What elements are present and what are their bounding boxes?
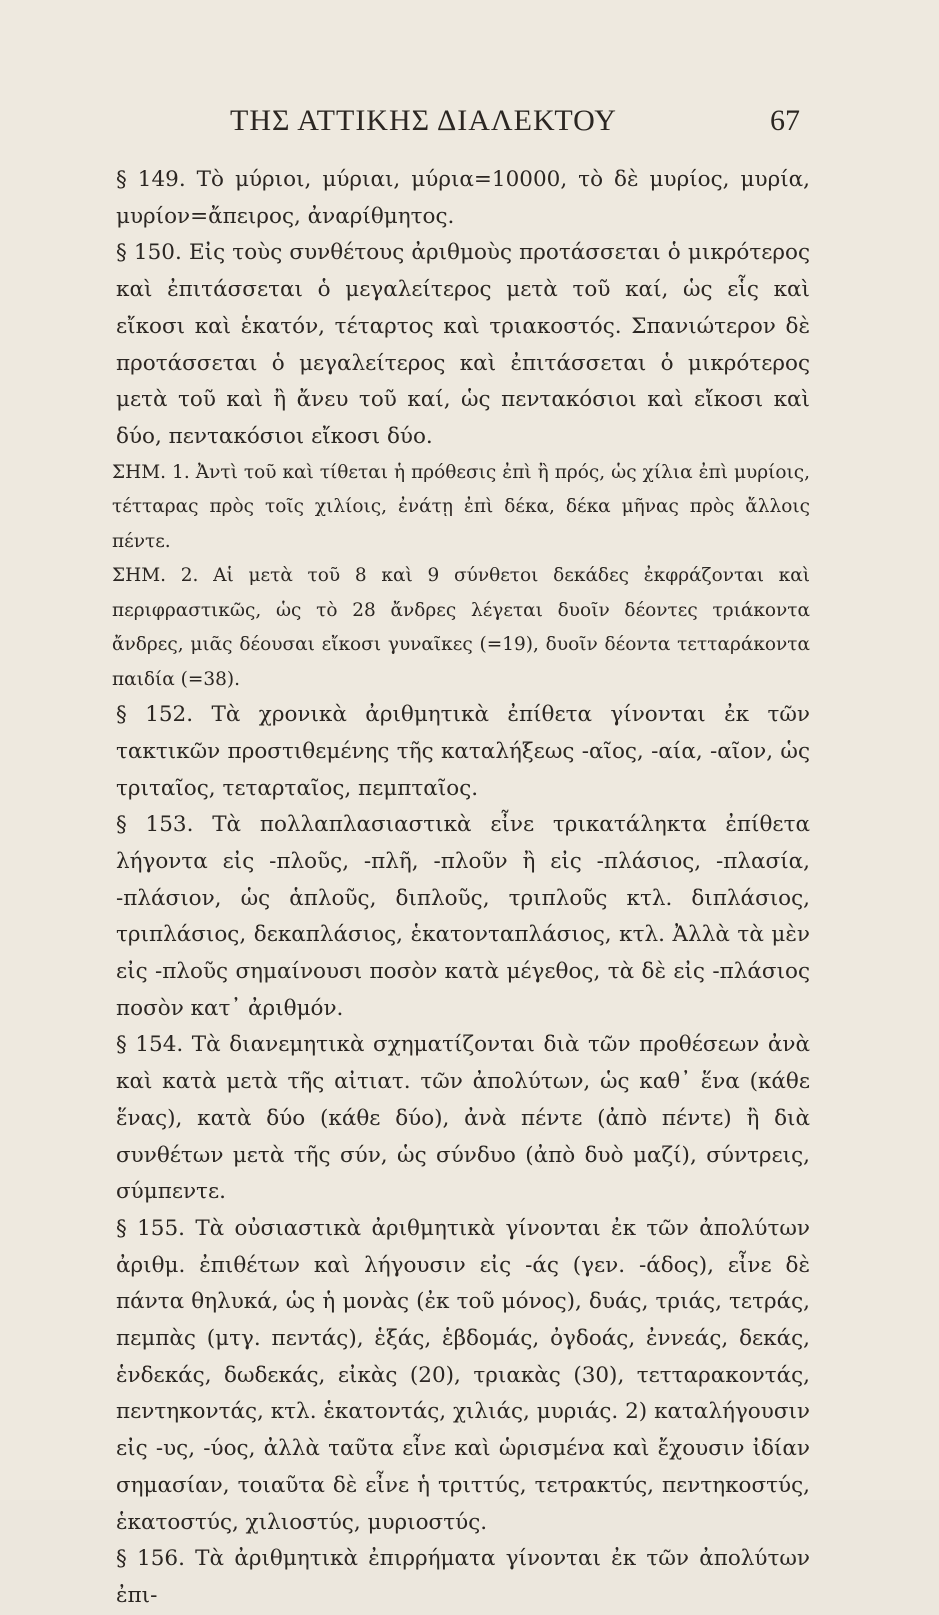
page-body — [112, 162, 810, 1615]
section-153: § 153. Τὰ πολλαπλασιαστικὰ εἶνε τρικατάληκτα ἐπίθετα λήγοντα εἰς -πλοῦς, -πλῆ, -πλοῦν ἢ εἰς -πλάσιος, -πλασία, -πλάσιον, ὡς ἁπλοῦς, διπλοῦς, τριπλοῦς κτλ. διπλάσιος, τριπλάσιος, δεκαπλάσιος, ἑκατονταπλάσιος, κτλ. Ἀλλὰ τὰ μὲν εἰς -πλοῦς σημαίνουσι ποσὸν κατὰ μέγεθος, τὰ δὲ εἰς -πλάσιος ποσὸν κατ᾽ ἀριθμόν. — [116, 812, 810, 1021]
running-title: ΤΗΣ ΑΤΤΙΚΗΣ ΔΙΑΛΕΚΤΟΥ — [230, 104, 617, 137]
section-155: § 155. Τὰ οὐσιαστικὰ ἀριθμητικὰ γίνονται ἐκ τῶν ἀπολύτων ἀριθμ. ἐπιθέτων καὶ λήγουσιν εἰς -άς (γεν. -άδος), εἶνε δὲ πάντα θηλυκά, ὡς ἡ μονὰς (ἐκ τοῦ μόνος), δυάς, τριάς, τετράς, πεμπὰς (μτγ. πεντάς), ἑξάς, ἑβδομάς, ὀγδοάς, ἐννεάς, δεκάς, ἑνδεκάς, δωδεκάς, εἰκὰς (20), τριακὰς (30), τετταρακοντάς, πεντηκοντάς, κτλ. ἑκατοντάς, χιλιάς, μυριάς. 2) καταλήγουσιν εἰς -υς, -ύος, ἀλλὰ ταῦτα εἶνε καὶ ὡρισμένα καὶ ἔχουσιν ἰδίαν σημασίαν, τοιαῦτα δὲ εἶνε ἡ τριττύς, τετρακτύς, πεντηκοστύς, ἑκατοστύς, χιλιοστύς, μυριοστύς. — [116, 1215, 810, 1535]
note-1: ΣΗΜ. 1. Ἀντὶ τοῦ καὶ τίθεται ἡ πρόθεσις ἐπὶ ἢ πρός, ὡς χίλια ἐπὶ μυρίοις, τέτταρας πρὸς τοῖς χιλίοις, ἐνάτῃ ἐπὶ δέκα, δέκα μῆνας πρὸς ἄλλοις πέντε. — [112, 461, 810, 552]
section-154: § 154. Τὰ διανεμητικὰ σχηματίζονται διὰ τῶν προθέσεων ἀνὰ καὶ κατὰ μετὰ τῆς αἰτιατ. τῶν ἀπολύτων, ὡς καθ᾽ ἕνα (κάθε ἕνας), κατὰ δύο (κάθε δύο), ἀνὰ πέντε (ἀπὸ πέντε) ἢ διὰ συνθέτων μετὰ τῆς σύν, ὡς σύνδυο (ἀπὸ δυὸ μαζί), σύντρεις, σύμπεντε. — [116, 1032, 810, 1205]
section-149: § 149. Τὸ μύριοι, μύριαι, μύρια=10000, τὸ δὲ μυρίος, μυρία, μυρίον=ἄπειρος, ἀναρίθμητος. — [116, 167, 810, 229]
section-156: § 156. Τὰ ἀριθμητικὰ ἐπιρρήματα γίνονται ἐκ τῶν ἀπολύτων ἐπι- — [116, 1546, 810, 1608]
section-152: § 152. Τὰ χρονικὰ ἀριθμητικὰ ἐπίθετα γίνονται ἐκ τῶν τακτικῶν προστιθεμένης τῆς καταλήξεως -αῖος, -αία, -αῖον, ὡς τριταῖος, τεταρταῖος, πεμπταῖος. — [116, 702, 810, 801]
note-2: ΣΗΜ. 2. Αἱ μετὰ τοῦ 8 καὶ 9 σύνθετοι δεκάδες ἐκφράζονται καὶ περιφραστικῶς, ὡς τὸ 28 ἄνδρες λέγεται δυοῖν δέοντες τριάκοντα ἄνδρες, μιᾶς δέουσαι εἴκοσι γυναῖκες (=19), δυοῖν δέοντα τετταράκοντα παιδία (=38). — [112, 565, 810, 690]
section-150: § 150. Εἰς τοὺς συνθέτους ἀριθμοὺς προτάσσεται ὁ μικρότερος καὶ ἐπιτάσσεται ὁ μεγαλείτερος μετὰ τοῦ καί, ὡς εἷς καὶ εἴκοσι καὶ ἑκατόν, τέταρτος καὶ τριακοστός. Σπανιώτερον δὲ προτάσσεται ὁ μεγαλείτερος καὶ ἐπιτάσσεται ὁ μικρότερος μετὰ τοῦ καὶ ἢ ἄνευ τοῦ καί, ὡς πεντακόσιοι καὶ εἴκοσι καὶ δύο, πεντακόσιοι εἴκοσι δύο. — [116, 240, 810, 449]
page-number: 67 — [770, 104, 800, 137]
page-header — [168, 104, 800, 146]
